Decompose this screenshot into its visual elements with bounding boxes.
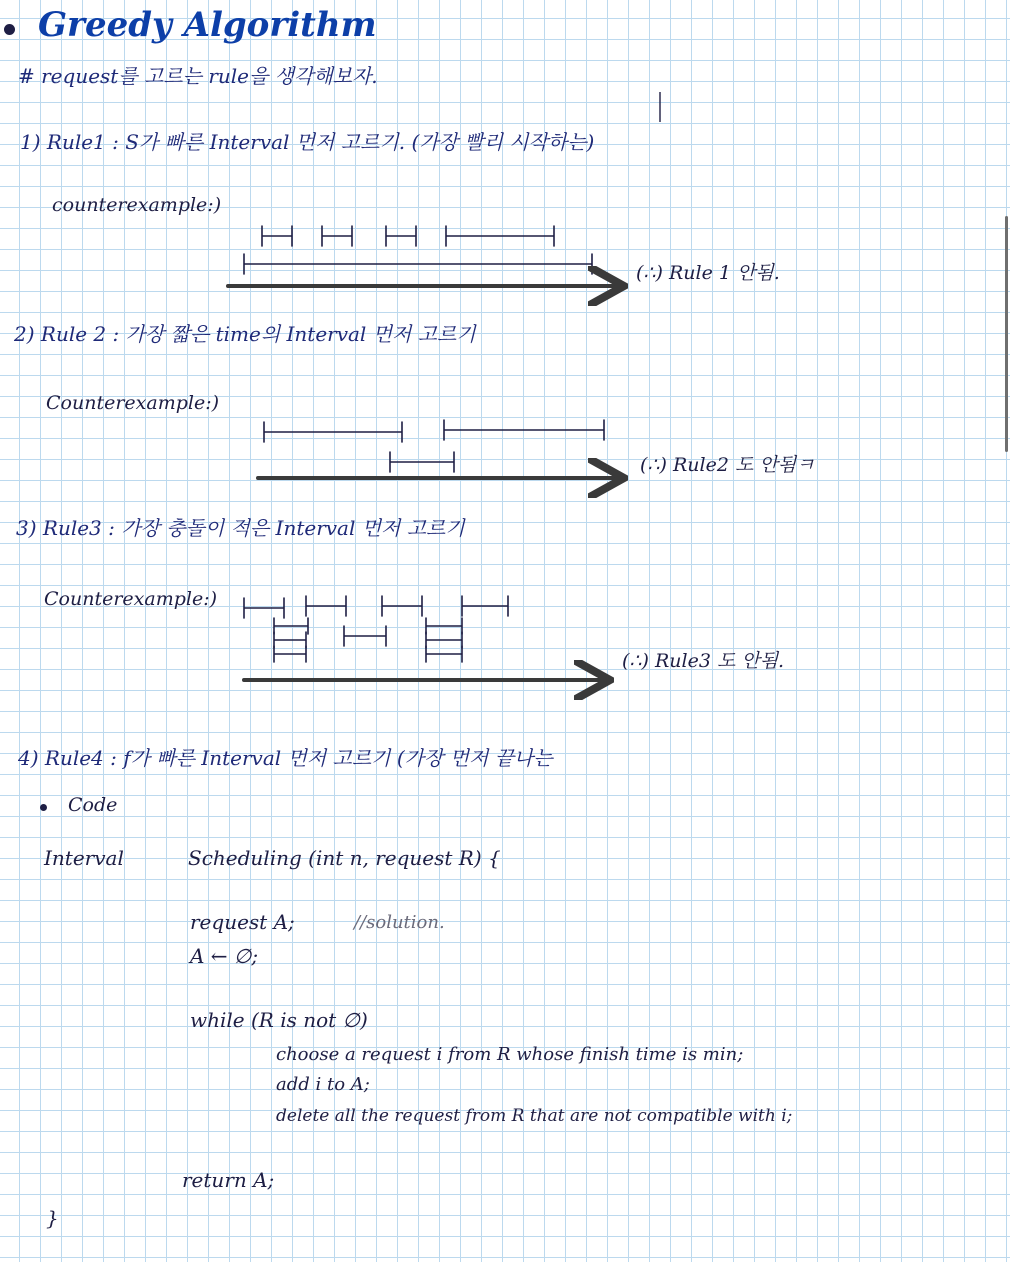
code-return: return A; bbox=[182, 1168, 275, 1192]
code-bullet-label: Code bbox=[68, 794, 118, 816]
code-body-add: add i to A; bbox=[276, 1074, 370, 1095]
interval bbox=[382, 596, 422, 616]
rule4-heading: 4) Rule4 : f가 빠른 Interval 먼저 고르기 (가장 먼저 끝나는 bbox=[18, 746, 553, 770]
interval bbox=[306, 596, 346, 616]
interval bbox=[390, 452, 454, 472]
interval bbox=[426, 618, 462, 634]
rule1-heading: 1) Rule1 : S가 빠른 Interval 먼저 고르기. (가장 빨리 시작하는) bbox=[20, 130, 595, 154]
interval bbox=[344, 626, 386, 646]
code-close-brace: } bbox=[46, 1206, 59, 1230]
rule2-conclusion: (∴) Rule2 도 안됨ㅋ bbox=[640, 454, 815, 476]
vertical-scrollbar[interactable] bbox=[1005, 216, 1008, 452]
interval bbox=[262, 226, 292, 246]
rule1-counterexample-label: counterexample:) bbox=[52, 194, 222, 216]
subtitle: # request를 고르는 rule을 생각해보자. bbox=[18, 64, 378, 88]
interval bbox=[322, 226, 352, 246]
interval bbox=[444, 420, 604, 440]
rule3-counterexample-label: Counterexample:) bbox=[44, 588, 218, 610]
rule2-intervals bbox=[264, 420, 604, 472]
code-line-comment: //solution. bbox=[354, 912, 445, 933]
page-title: Greedy Algorithm bbox=[38, 5, 377, 45]
interval bbox=[274, 632, 306, 648]
interval bbox=[426, 632, 462, 648]
interval bbox=[462, 596, 508, 616]
code-signature: Scheduling (int n, request R) { bbox=[188, 846, 501, 870]
code-line-request: request A; bbox=[190, 910, 295, 934]
code-body-delete: delete all the request from R that are not compatible with i; bbox=[276, 1106, 793, 1126]
rule1-conclusion: (∴) Rule 1 안됨. bbox=[636, 262, 780, 284]
code-return-type: Interval bbox=[44, 846, 124, 870]
interval bbox=[446, 226, 554, 246]
rule1-intervals bbox=[244, 226, 592, 274]
interval bbox=[426, 646, 462, 662]
interval bbox=[274, 646, 306, 662]
rule3-conclusion: (∴) Rule3 도 안됨. bbox=[622, 650, 785, 672]
interval bbox=[244, 598, 284, 618]
rule3-intervals bbox=[244, 596, 508, 662]
code-line-init: A ← ∅; bbox=[190, 944, 259, 968]
interval bbox=[244, 254, 592, 274]
code-while: while (R is not ∅) bbox=[190, 1008, 368, 1032]
interval bbox=[264, 422, 402, 442]
rule2-counterexample-label: Counterexample:) bbox=[46, 392, 220, 414]
rule3-heading: 3) Rule3 : 가장 충돌이 적은 Interval 먼저 고르기 bbox=[16, 516, 465, 540]
interval bbox=[274, 618, 308, 634]
interval bbox=[386, 226, 416, 246]
rule2-heading: 2) Rule 2 : 가장 짧은 time의 Interval 먼저 고르기 bbox=[14, 322, 476, 346]
code-body-choose: choose a request i from R whose finish time is min; bbox=[276, 1044, 744, 1065]
